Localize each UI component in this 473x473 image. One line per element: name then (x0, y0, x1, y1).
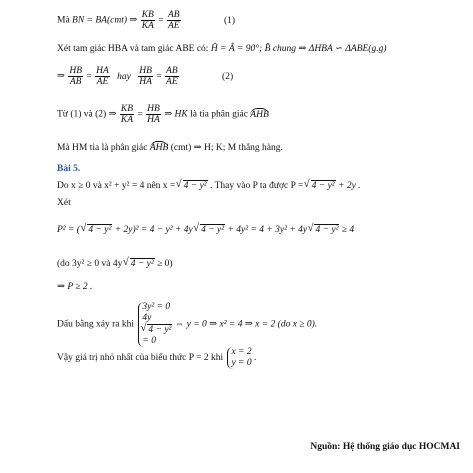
system-row: 4y √ 4 − y² = 0 (142, 313, 172, 347)
fraction: $\frac{HB}{HA}$ (147, 104, 160, 125)
line-11 (57, 302, 317, 347)
fraction-ab-ae: $\frac{AB}{AE}$ (167, 10, 180, 31)
text: P² = ( (57, 225, 80, 235)
text: . (253, 353, 257, 364)
sqrt-expression: √ 4 − y² (314, 224, 339, 235)
equals: = (156, 71, 162, 82)
equation-tag: (1) (223, 15, 236, 26)
system-row: y = 0 (231, 358, 252, 368)
text: Vậy giá trị nhỏ nhất của biểu thức P = 2 khi (57, 353, 224, 364)
line-12 (57, 347, 256, 369)
text: Mà (57, 15, 70, 26)
angle-ahb: AHB (149, 143, 169, 153)
equation: BN = BA(cmt) ⇒ (72, 15, 138, 26)
text: ⇔ y = 0 ⇒ x² = 4 ⇒ x = 2 (do x ≥ 0). (174, 319, 318, 330)
equation-tag: (2) (222, 71, 234, 82)
sqrt-expression: √ 4 − y² (130, 258, 155, 269)
text: Từ (1) và (2) ⇒ (57, 109, 117, 120)
text: . Thay vào P ta được P = (210, 181, 304, 191)
sqrt-expression: √ 4 − y² (183, 180, 208, 191)
equals: = (86, 71, 92, 82)
source-footer: Nguồn: Hệ thống giáo dục HOCMAI (310, 442, 460, 452)
equals: = (158, 15, 164, 26)
implies: ⇒ (57, 71, 65, 82)
text: là tia phân giác (190, 109, 248, 120)
text: Dấu bằng xảy ra khi (57, 319, 135, 330)
fraction: $\frac{KB}{KA}$ (120, 104, 134, 125)
equation-system (227, 347, 251, 369)
sqrt-expression: √ 4 − y² (87, 224, 112, 235)
sqrt-expression: √ 4 − y² (200, 224, 225, 235)
equation-system (138, 302, 172, 347)
text: (do 3y² ≥ 0 và 4y (57, 259, 123, 269)
text: ≥ 4 (341, 225, 355, 235)
text: (cmt) ⇒ H; K; M thẳng hàng. (170, 143, 283, 153)
text: Do x ≥ 0 và x² + y² = 4 nên x = (57, 181, 176, 191)
line-10: ⇒ P ≥ 2 . (57, 282, 93, 292)
text: Mà HM tia là phân giác (57, 143, 148, 153)
line-2 (57, 43, 387, 55)
fraction: $\frac{HA}{AE}$ (96, 66, 109, 87)
section-heading: Bài 5. (57, 164, 81, 174)
text: ≥ 0) (157, 259, 173, 269)
line-7: Xét (57, 198, 71, 208)
line-5 (57, 141, 283, 154)
line-4 (57, 104, 269, 125)
sqrt-expression: √ 4 − y² (311, 180, 336, 191)
line-1 (57, 10, 235, 31)
equation: Ĥ = Â = 90°; B̂ chung ⇒ ΔHBA ∽ ΔABE(g.g) (210, 44, 387, 54)
fraction-kb-ka: $\frac{KB}{KA}$ (141, 10, 154, 31)
line-8 (57, 224, 354, 236)
equation: ⇒ HK (164, 109, 188, 120)
text: + 2y)² = 4 − y² + 4y (114, 225, 193, 235)
equals: = (137, 109, 143, 120)
system-row: x = 2 (231, 347, 252, 357)
system-row: 3y² = 0 (142, 302, 171, 312)
line-3 (57, 66, 233, 87)
fraction: $\frac{HB}{HA}$ (139, 66, 152, 87)
angle-ahb: AHB (250, 109, 269, 120)
text: Xét tam giác HBA và tam giác ABE có: (57, 44, 209, 54)
text: + 2y . (338, 181, 361, 191)
line-6 (57, 180, 361, 192)
text: hay (117, 71, 131, 82)
fraction: $\frac{HB}{AB}$ (69, 66, 83, 87)
line-9 (57, 258, 173, 270)
text: + 4y² = 4 + 3y² + 4y (227, 225, 308, 235)
fraction: $\frac{AB}{AE}$ (166, 66, 178, 87)
